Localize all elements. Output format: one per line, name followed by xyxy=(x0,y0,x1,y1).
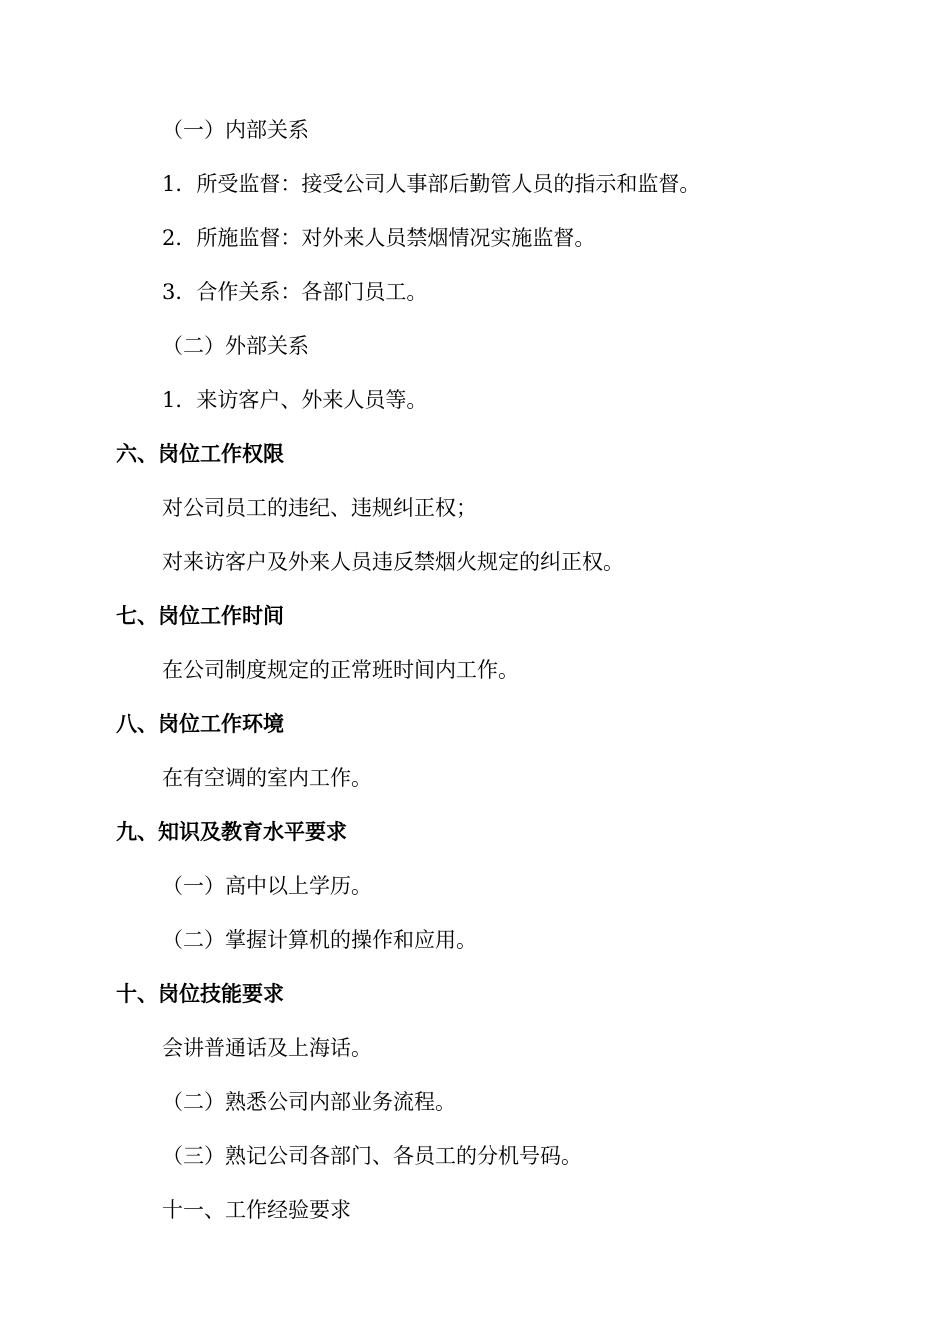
worktime-line: 在公司制度规定的正常班时间内工作。 xyxy=(162,658,519,682)
education-line-1: （一）高中以上学历。 xyxy=(162,874,372,898)
environment-line: 在有空调的室内工作。 xyxy=(162,766,372,790)
internal-relations-heading: （一）内部关系 xyxy=(162,118,309,142)
authority-line-2: 对来访客户及外来人员违反禁烟火规定的纠正权。 xyxy=(162,550,624,574)
supervised-by-line: 1．所受监督：接受公司人事部后勤管人员的指示和监督。 xyxy=(162,172,701,196)
cooperation-line: 3．合作关系：各部门员工。 xyxy=(162,280,428,304)
section-education-heading: 九、知识及教育水平要求 xyxy=(116,820,347,844)
education-line-2: （二）掌握计算机的操作和应用。 xyxy=(162,928,477,952)
authority-line-1: 对公司员工的违纪、违规纠正权； xyxy=(162,496,477,520)
skills-line-3: （三）熟记公司各部门、各员工的分机号码。 xyxy=(162,1144,582,1168)
section-worktime-heading: 七、岗位工作时间 xyxy=(116,604,284,628)
section-skills-heading: 十、岗位技能要求 xyxy=(116,982,284,1006)
skills-line-2: （二）熟悉公司内部业务流程。 xyxy=(162,1090,456,1114)
section-environment-heading: 八、岗位工作环境 xyxy=(116,712,284,736)
section-experience-heading: 十一、工作经验要求 xyxy=(162,1198,351,1222)
section-authority-heading: 六、岗位工作权限 xyxy=(116,442,284,466)
visitors-line: 1．来访客户、外来人员等。 xyxy=(162,388,428,412)
supervises-line: 2．所施监督：对外来人员禁烟情况实施监督。 xyxy=(162,226,596,250)
skills-line-1: 会讲普通话及上海话。 xyxy=(162,1036,372,1060)
external-relations-heading: （二）外部关系 xyxy=(162,334,309,358)
